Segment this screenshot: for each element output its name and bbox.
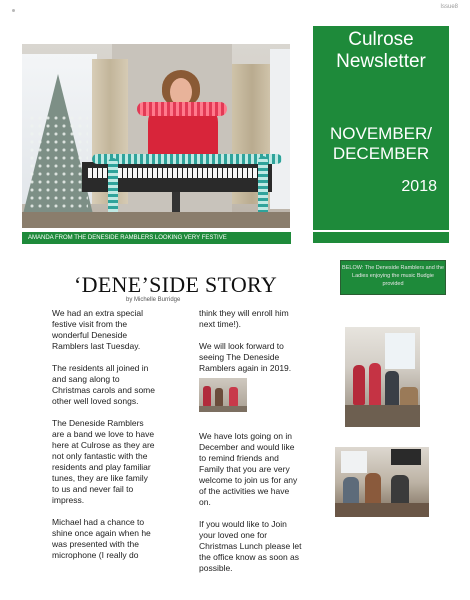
photo-figure [229,387,238,408]
residents-photo-1 [345,327,420,427]
paragraph: think they will enroll him next time!). [199,308,289,329]
photo-floor [345,405,420,427]
band-photo-small [199,378,247,412]
photo-figure [369,363,381,407]
photo-tv [391,449,421,465]
paragraph: We will look forward to seeing The Deneside Ramblers again in 2019. [199,341,292,373]
tinsel-garland-left [108,158,118,218]
photo-window-right [270,49,290,209]
article-byline: by Michelle Burridge [126,297,181,303]
photo-window [341,451,367,473]
photo-floor [335,503,429,517]
paragraph: We have lots going on in December and would like to remind friends and Family that you are very welcome to join us for any of the activities we have on. [199,431,298,507]
photo-figure [215,388,223,408]
masthead-bar [313,232,449,243]
residents-photo-2 [335,447,429,517]
christmas-tree-lights [28,114,88,224]
hero-caption: AMANDA FROM THE DENESIDE RAMBLERS LOOKING VERY FESTIVE [22,232,291,244]
paragraph: We had an extra special festive visit from the wonderful Deneside Ramblers last Tuesday. [52,308,144,351]
tinsel-garland [92,154,282,164]
photo-floor [199,406,247,412]
corner-dot [12,9,15,12]
paragraph: The residents all joined in and sang along to Christmas carols and some other well loved songs. [52,363,155,406]
masthead-box [313,26,449,230]
below-caption: BELOW: The Deneside Ramblers and the Ladies enjoying the music Budgie provided [340,260,446,295]
issue-label: Issue8 [440,4,458,10]
article-column-1 [52,308,156,572]
article-title: ‘DENE’SIDE STORY [74,272,278,297]
issue-months: NOVEMBER/ DECEMBER [329,124,433,163]
issue-year: 2018 [401,178,437,195]
photo-figure [385,371,399,407]
paragraph: Michael had a chance to shine once again when he was presented with the microphone (I really do [52,517,151,560]
newsletter-title: Culrose Newsletter [336,29,426,72]
photo-floor [22,212,290,228]
photo-window [385,333,415,369]
hero-photo [22,44,290,228]
article-column-2 [199,308,303,585]
paragraph: If you would like to Join your loved one for Christmas Lunch please let the office know as soon as possible. [199,519,302,573]
photo-figure [365,473,381,507]
photo-figure [353,365,365,405]
paragraph: The Deneside Ramblers are a band we love to have here at Culrose as they are not only fantastic with the residents and play familiar tunes, they are like family to us and never fail to impress. [52,418,155,505]
red-tinsel [137,102,227,116]
photo-figure [203,386,211,408]
